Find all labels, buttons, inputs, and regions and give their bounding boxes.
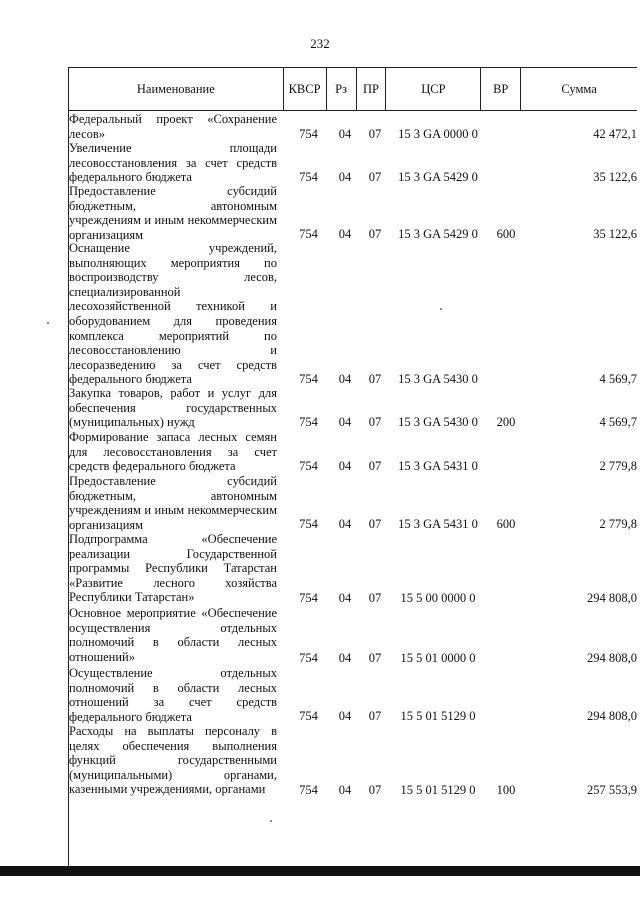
row-sum: 294 808,0 — [587, 591, 637, 606]
row-csr: 15 5 01 5129 0 — [400, 709, 476, 724]
header-name: Наименование — [69, 68, 284, 110]
row-kvsr: 754 — [299, 709, 318, 724]
row-pr: 07 — [368, 227, 382, 242]
row-csr: 15 3 GA 5431 0 — [398, 459, 478, 474]
row-kvsr: 754 — [299, 517, 318, 532]
row-vr: 600 — [496, 227, 516, 242]
row-rz: 04 — [338, 517, 352, 532]
row-vr: 600 — [496, 517, 516, 532]
row-kvsr: 754 — [299, 170, 318, 185]
row-csr: 15 3 GA 0000 0 — [398, 127, 478, 142]
row-csr: 15 5 01 5129 0 — [400, 783, 476, 798]
row-pr: 07 — [368, 372, 382, 387]
row-pr: 07 — [368, 783, 382, 798]
row-kvsr: 754 — [299, 591, 318, 606]
row-rz: 04 — [338, 372, 352, 387]
row-sum: 4 569,7 — [599, 372, 637, 387]
row-pr: 07 — [368, 517, 382, 532]
row-name: Оснащение учреждений, выполняющих мероприятия по воспроизводству лесов, специализированной лесохозяйственной техникой и оборудованием для проведения комплекса мероприятий по лесовосстановлению и лесоразведению за счет средств федерального бюджета — [69, 241, 277, 387]
row-sum: 294 808,0 — [587, 651, 637, 666]
row-sum: 257 553,9 — [587, 783, 637, 798]
table-row — [68, 474, 637, 532]
row-csr: 15 3 GA 5430 0 — [398, 415, 478, 430]
row-sum: 35 122,6 — [593, 170, 637, 185]
header-vr: ВР — [481, 68, 521, 110]
row-name: Формирование запаса лесных семян для лесовосстановления за счет средств федерального бюджета — [69, 430, 277, 474]
row-rz: 04 — [338, 459, 352, 474]
row-rz: 04 — [338, 591, 352, 606]
row-name: Основное мероприятие «Обеспечение осуществления отдельных полномочий в области лесных отношений» — [69, 606, 277, 664]
table-row — [68, 386, 637, 430]
table-row — [68, 666, 637, 724]
row-sum: 35 122,6 — [593, 227, 637, 242]
scan-border-bar — [0, 866, 640, 876]
table-row — [68, 241, 637, 387]
row-pr: 07 — [368, 170, 382, 185]
row-rz: 04 — [338, 709, 352, 724]
header-csr: ЦСР — [386, 68, 481, 110]
row-name: Увеличение площади лесовосстановления за счет средств федерального бюджета — [69, 141, 277, 185]
row-kvsr: 754 — [299, 227, 318, 242]
row-pr: 07 — [368, 127, 382, 142]
row-rz: 04 — [338, 127, 352, 142]
row-pr: 07 — [368, 651, 382, 666]
row-csr: 15 3 GA 5431 0 — [398, 517, 478, 532]
row-vr: 100 — [496, 783, 516, 798]
row-kvsr: 754 — [299, 651, 318, 666]
row-csr: 15 3 GA 5430 0 — [398, 372, 478, 387]
table-header — [68, 67, 637, 111]
header-kvsr: КВСР — [284, 68, 327, 110]
row-rz: 04 — [338, 415, 352, 430]
row-vr: 200 — [496, 415, 516, 430]
row-pr: 07 — [368, 459, 382, 474]
row-sum: 4 569,7 — [599, 415, 637, 430]
scan-speck — [47, 322, 49, 324]
scan-speck — [440, 308, 442, 310]
scan-speck — [270, 820, 272, 822]
row-csr: 15 5 01 0000 0 — [400, 651, 476, 666]
row-name: Предоставление субсидий бюджетным, автономным учреждениям и иным некоммерческим организациям — [69, 184, 277, 242]
row-rz: 04 — [338, 651, 352, 666]
table-row — [68, 184, 637, 242]
table-row — [68, 430, 637, 474]
row-sum: 2 779,8 — [599, 459, 637, 474]
row-csr: 15 3 GA 5429 0 — [398, 227, 478, 242]
row-pr: 07 — [368, 591, 382, 606]
table-row — [68, 532, 637, 606]
row-rz: 04 — [338, 227, 352, 242]
row-kvsr: 754 — [299, 459, 318, 474]
row-rz: 04 — [338, 783, 352, 798]
row-kvsr: 754 — [299, 415, 318, 430]
table-row — [68, 606, 637, 666]
page-number: 232 — [310, 36, 330, 51]
row-name: Федеральный проект «Сохранение лесов» — [69, 112, 277, 141]
row-name: Подпрограмма «Обеспечение реализации Государственной программы Республики Татарстан «Развитие лесного хозяйства Республики Татарстан» — [69, 532, 277, 605]
row-csr: 15 3 GA 5429 0 — [398, 170, 478, 185]
row-name: Осуществление отдельных полномочий в области лесных отношений за счет средств федерального бюджета — [69, 666, 277, 724]
row-pr: 07 — [368, 709, 382, 724]
header-sum: Сумма — [561, 81, 597, 96]
row-name: Закупка товаров, работ и услуг для обеспечения государственных (муниципальных) нужд — [69, 386, 277, 430]
row-name: Предоставление субсидий бюджетным, автономным учреждениям и иным некоммерческим организациям — [69, 474, 277, 532]
header-rz: Рз — [327, 68, 357, 110]
table-row — [68, 141, 637, 185]
row-pr: 07 — [368, 415, 382, 430]
row-sum: 42 472,1 — [593, 127, 637, 142]
table-row — [68, 112, 637, 142]
table-row — [68, 724, 637, 798]
row-sum: 2 779,8 — [599, 517, 637, 532]
row-sum: 294 808,0 — [587, 709, 637, 724]
header-pr: ПР — [357, 68, 387, 110]
row-csr: 15 5 00 0000 0 — [400, 591, 476, 606]
row-kvsr: 754 — [299, 372, 318, 387]
row-kvsr: 754 — [299, 127, 318, 142]
row-name: Расходы на выплаты персоналу в целях обеспечения выполнения функций государственными (муниципальными) органами, казенными учреждениями, органами — [69, 724, 277, 797]
row-rz: 04 — [338, 170, 352, 185]
row-kvsr: 754 — [299, 783, 318, 798]
